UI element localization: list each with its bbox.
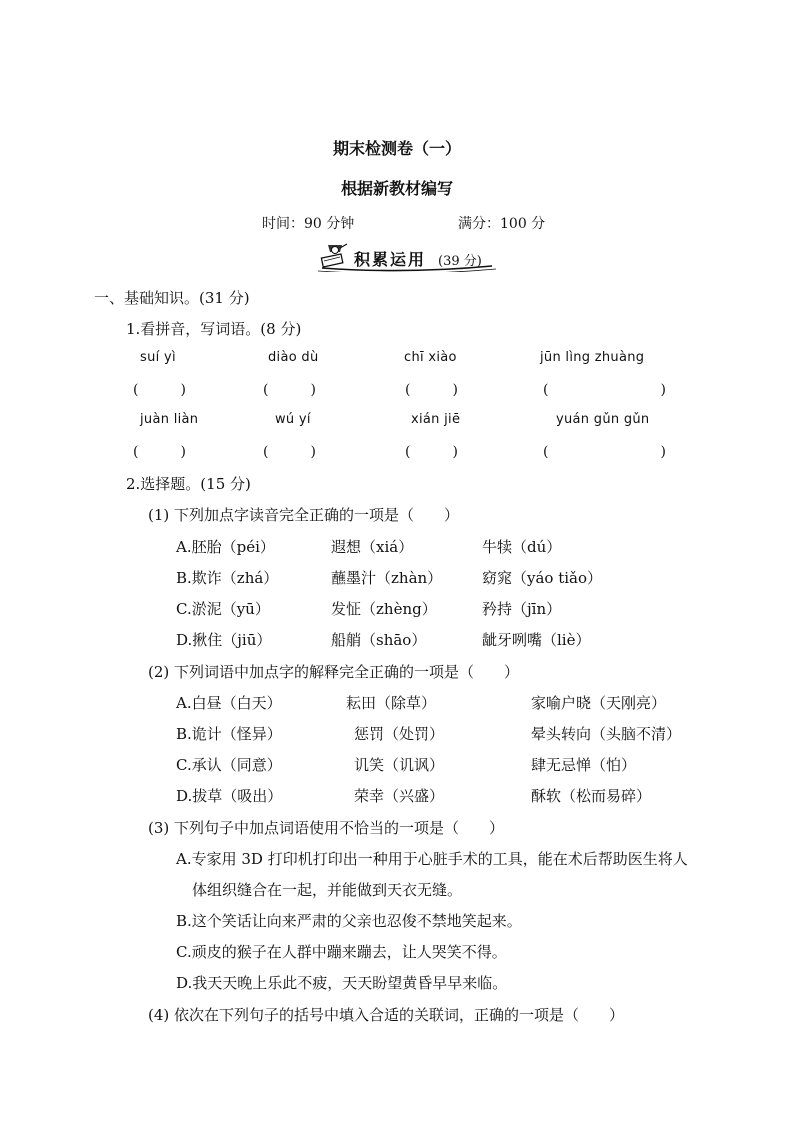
answer-blank-7[interactable]: ( ) bbox=[405, 444, 458, 460]
q2-1-prompt: (1) 下列加点字读音完全正确的一项是（ ） bbox=[148, 506, 460, 524]
option-c-col1[interactable]: C.淤泥（yū） bbox=[176, 600, 270, 618]
answer-blank-1[interactable]: ( ) bbox=[133, 382, 186, 398]
exam-time: 时间：90 分钟 bbox=[262, 216, 355, 232]
option-c[interactable]: C.顽皮的猴子在人群中蹦来蹦去，让人哭笑不得。 bbox=[176, 943, 507, 961]
banner-title: 积累运用 bbox=[354, 250, 427, 269]
option-d-col2: 船艄（shāo） bbox=[331, 631, 427, 649]
option-c-col2: 发怔（zhèng） bbox=[331, 600, 437, 618]
page-subtitle: 根据新教材编写 bbox=[340, 179, 453, 198]
pinyin-7: xián jiē bbox=[411, 412, 461, 427]
pinyin-4: jūn lìng zhuàng bbox=[540, 350, 645, 365]
q1-prompt: 1.看拼音，写词语。(8 分) bbox=[126, 320, 302, 338]
option-d-col1[interactable]: D.拔草（吸出） bbox=[176, 787, 283, 805]
option-a-col2: 遐想（xiá） bbox=[331, 538, 414, 556]
pinyin-3: chī xiào bbox=[404, 350, 457, 365]
option-a-col1[interactable]: A.胚胎（péi） bbox=[176, 538, 275, 556]
exam-score: 满分：100 分 bbox=[458, 216, 546, 232]
answer-blank-6[interactable]: ( ) bbox=[263, 444, 316, 460]
option-b[interactable]: B.这个笑话让向来严肃的父亲也忍俊不禁地笑起来。 bbox=[176, 912, 522, 930]
option-a-col3: 家喻户晓（天刚亮） bbox=[531, 694, 667, 712]
answer-blank-4[interactable]: ( ) bbox=[543, 382, 666, 398]
section-banner bbox=[316, 244, 498, 272]
q2-4-prompt: (4) 依次在下列句子的括号中填入合适的关联词，正确的一项是（ ） bbox=[148, 1006, 625, 1024]
option-d-col3: 酥软（松而易碎） bbox=[531, 787, 652, 805]
option-a-col2: 耘田（除草） bbox=[346, 694, 437, 712]
pinyin-5: juàn liàn bbox=[140, 412, 199, 427]
option-a-col1[interactable]: A.白昼（白天） bbox=[176, 694, 282, 712]
answer-blank-3[interactable]: ( ) bbox=[405, 382, 458, 398]
option-b-col3: 晕头转向（头脑不清） bbox=[531, 725, 682, 743]
option-d-col1[interactable]: D.揪住（jiū） bbox=[176, 631, 272, 649]
banner-points: (39 分) bbox=[438, 254, 482, 269]
pinyin-8: yuán gǔn gǔn bbox=[556, 412, 650, 427]
page-title: 期末检测卷（一） bbox=[332, 139, 461, 158]
option-b-col2: 惩罚（处罚） bbox=[354, 725, 445, 743]
option-c-col3: 矜持（jīn） bbox=[482, 600, 562, 618]
part1-heading: 一、基础知识。(31 分) bbox=[94, 289, 250, 307]
option-b-col3: 窈窕（yáo tiǎo） bbox=[482, 569, 603, 587]
q2-prompt: 2.选择题。(15 分) bbox=[126, 475, 251, 493]
option-a-col3: 牛犊（dú） bbox=[482, 538, 562, 556]
q2-3-prompt: (3) 下列句子中加点词语使用不恰当的一项是（ ） bbox=[148, 819, 505, 837]
q2-2-prompt: (2) 下列词语中加点字的解释完全正确的一项是（ ） bbox=[148, 663, 520, 681]
pinyin-2: diào dù bbox=[268, 350, 319, 365]
pen-book-icon bbox=[318, 242, 350, 270]
option-c-col2: 讥笑（讥讽） bbox=[354, 756, 445, 774]
option-c-col1[interactable]: C.承认（同意） bbox=[176, 756, 282, 774]
option-a-line1[interactable]: A.专家用 3D 打印机打印出一种用于心脏手术的工具，能在术后帮助医生将人 bbox=[176, 850, 688, 868]
answer-blank-2[interactable]: ( ) bbox=[263, 382, 316, 398]
option-d-col3: 龇牙咧嘴（liè） bbox=[482, 631, 591, 649]
pinyin-6: wú yí bbox=[275, 412, 311, 427]
pinyin-1: suí yì bbox=[140, 350, 176, 365]
answer-blank-8[interactable]: ( ) bbox=[543, 444, 666, 460]
option-a-line2: 体组织缝合在一起，并能做到天衣无缝。 bbox=[192, 881, 463, 899]
option-d-col2: 荣幸（兴盛） bbox=[354, 787, 445, 805]
option-c-col3: 肆无忌惮（怕） bbox=[531, 756, 637, 774]
option-b-col1[interactable]: B.诡计（怪异） bbox=[176, 725, 282, 743]
option-b-col1[interactable]: B.欺诈（zhá） bbox=[176, 569, 279, 587]
answer-blank-5[interactable]: ( ) bbox=[133, 444, 186, 460]
option-d[interactable]: D.我天天晚上乐此不疲，天天盼望黄昏早早来临。 bbox=[176, 974, 508, 992]
option-b-col2: 蘸墨汁（zhàn） bbox=[331, 569, 443, 587]
